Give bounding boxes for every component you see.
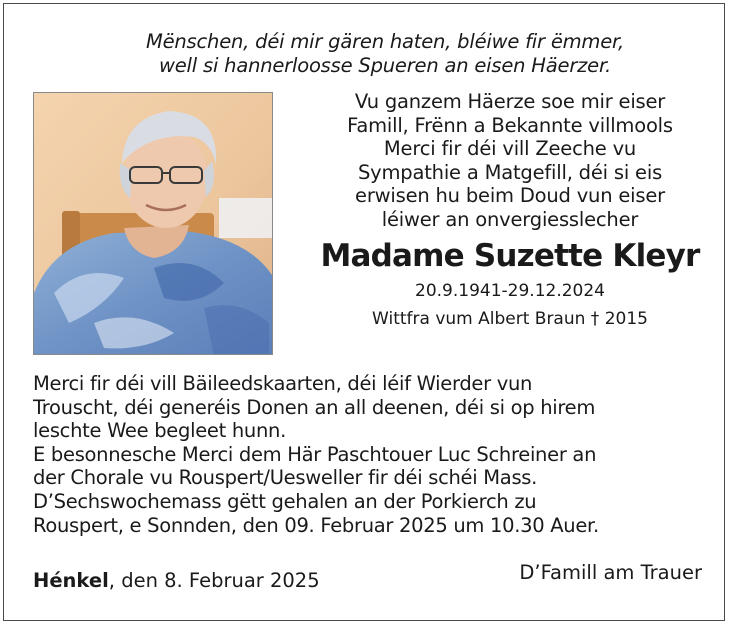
body-line: Trouscht, déi generéis Donen an all deenen, déi si op hirem — [33, 395, 596, 419]
motto-line-2: well si hannerloosse Spueren an eisen Häerzer. — [159, 54, 611, 77]
notice-date: , den 8. Februar 2025 — [108, 569, 320, 592]
body-line: E besonnesche Merci dem Här Paschtouer Luc Schreiner an — [33, 442, 597, 466]
portrait-photo — [33, 92, 273, 355]
thanks-line: léiwer an onvergiesslecher — [381, 207, 639, 231]
thanks-line: Merci fir déi vill Zeeche vu — [383, 137, 637, 160]
portrait-illustration — [34, 93, 273, 355]
place-name: Hénkel — [33, 569, 109, 592]
life-dates: 20.9.1941-29.12.2024 — [415, 281, 605, 301]
widow-of: Wittfra vum Albert Braun † 2015 — [372, 309, 648, 329]
thanks-line: Sympathie a Matgefill, déi si eis — [357, 160, 663, 184]
thanks-line: Vu ganzem Häerze soe mir eiser — [354, 90, 666, 113]
body-line: Merci fir déi vill Bäileedskaarten, déi léif Wierder vun — [33, 372, 533, 395]
motto — [60, 30, 710, 78]
motto-line-1: Mënschen, déi mir gären haten, bléiwe fir ëmmer, — [145, 30, 625, 53]
body-line: leschte Wee begleet hunn. — [33, 419, 286, 443]
family-signature: D’Famill am Trauer — [519, 561, 702, 584]
thanks-paragraph — [300, 90, 720, 231]
acknowledgement-text — [33, 372, 713, 537]
body-line: D’Sechswochemass gëtt gehalen an der Porkierch zu — [33, 489, 537, 513]
body-line: Rouspert, e Sonnden, den 09. Februar 2025 um 10.30 Auer. — [33, 513, 599, 537]
place-and-date — [33, 569, 320, 593]
thanks-line: Famill, Frënn a Bekannte villmools — [347, 113, 673, 137]
deceased-name: Madame Suzette Kleyr — [320, 238, 700, 274]
body-line: der Chorale vu Rouspert/Uesweller fir déi schéi Mass. — [33, 466, 538, 490]
thanks-line: erwisen hu beim Doud vun eiser — [355, 184, 665, 207]
